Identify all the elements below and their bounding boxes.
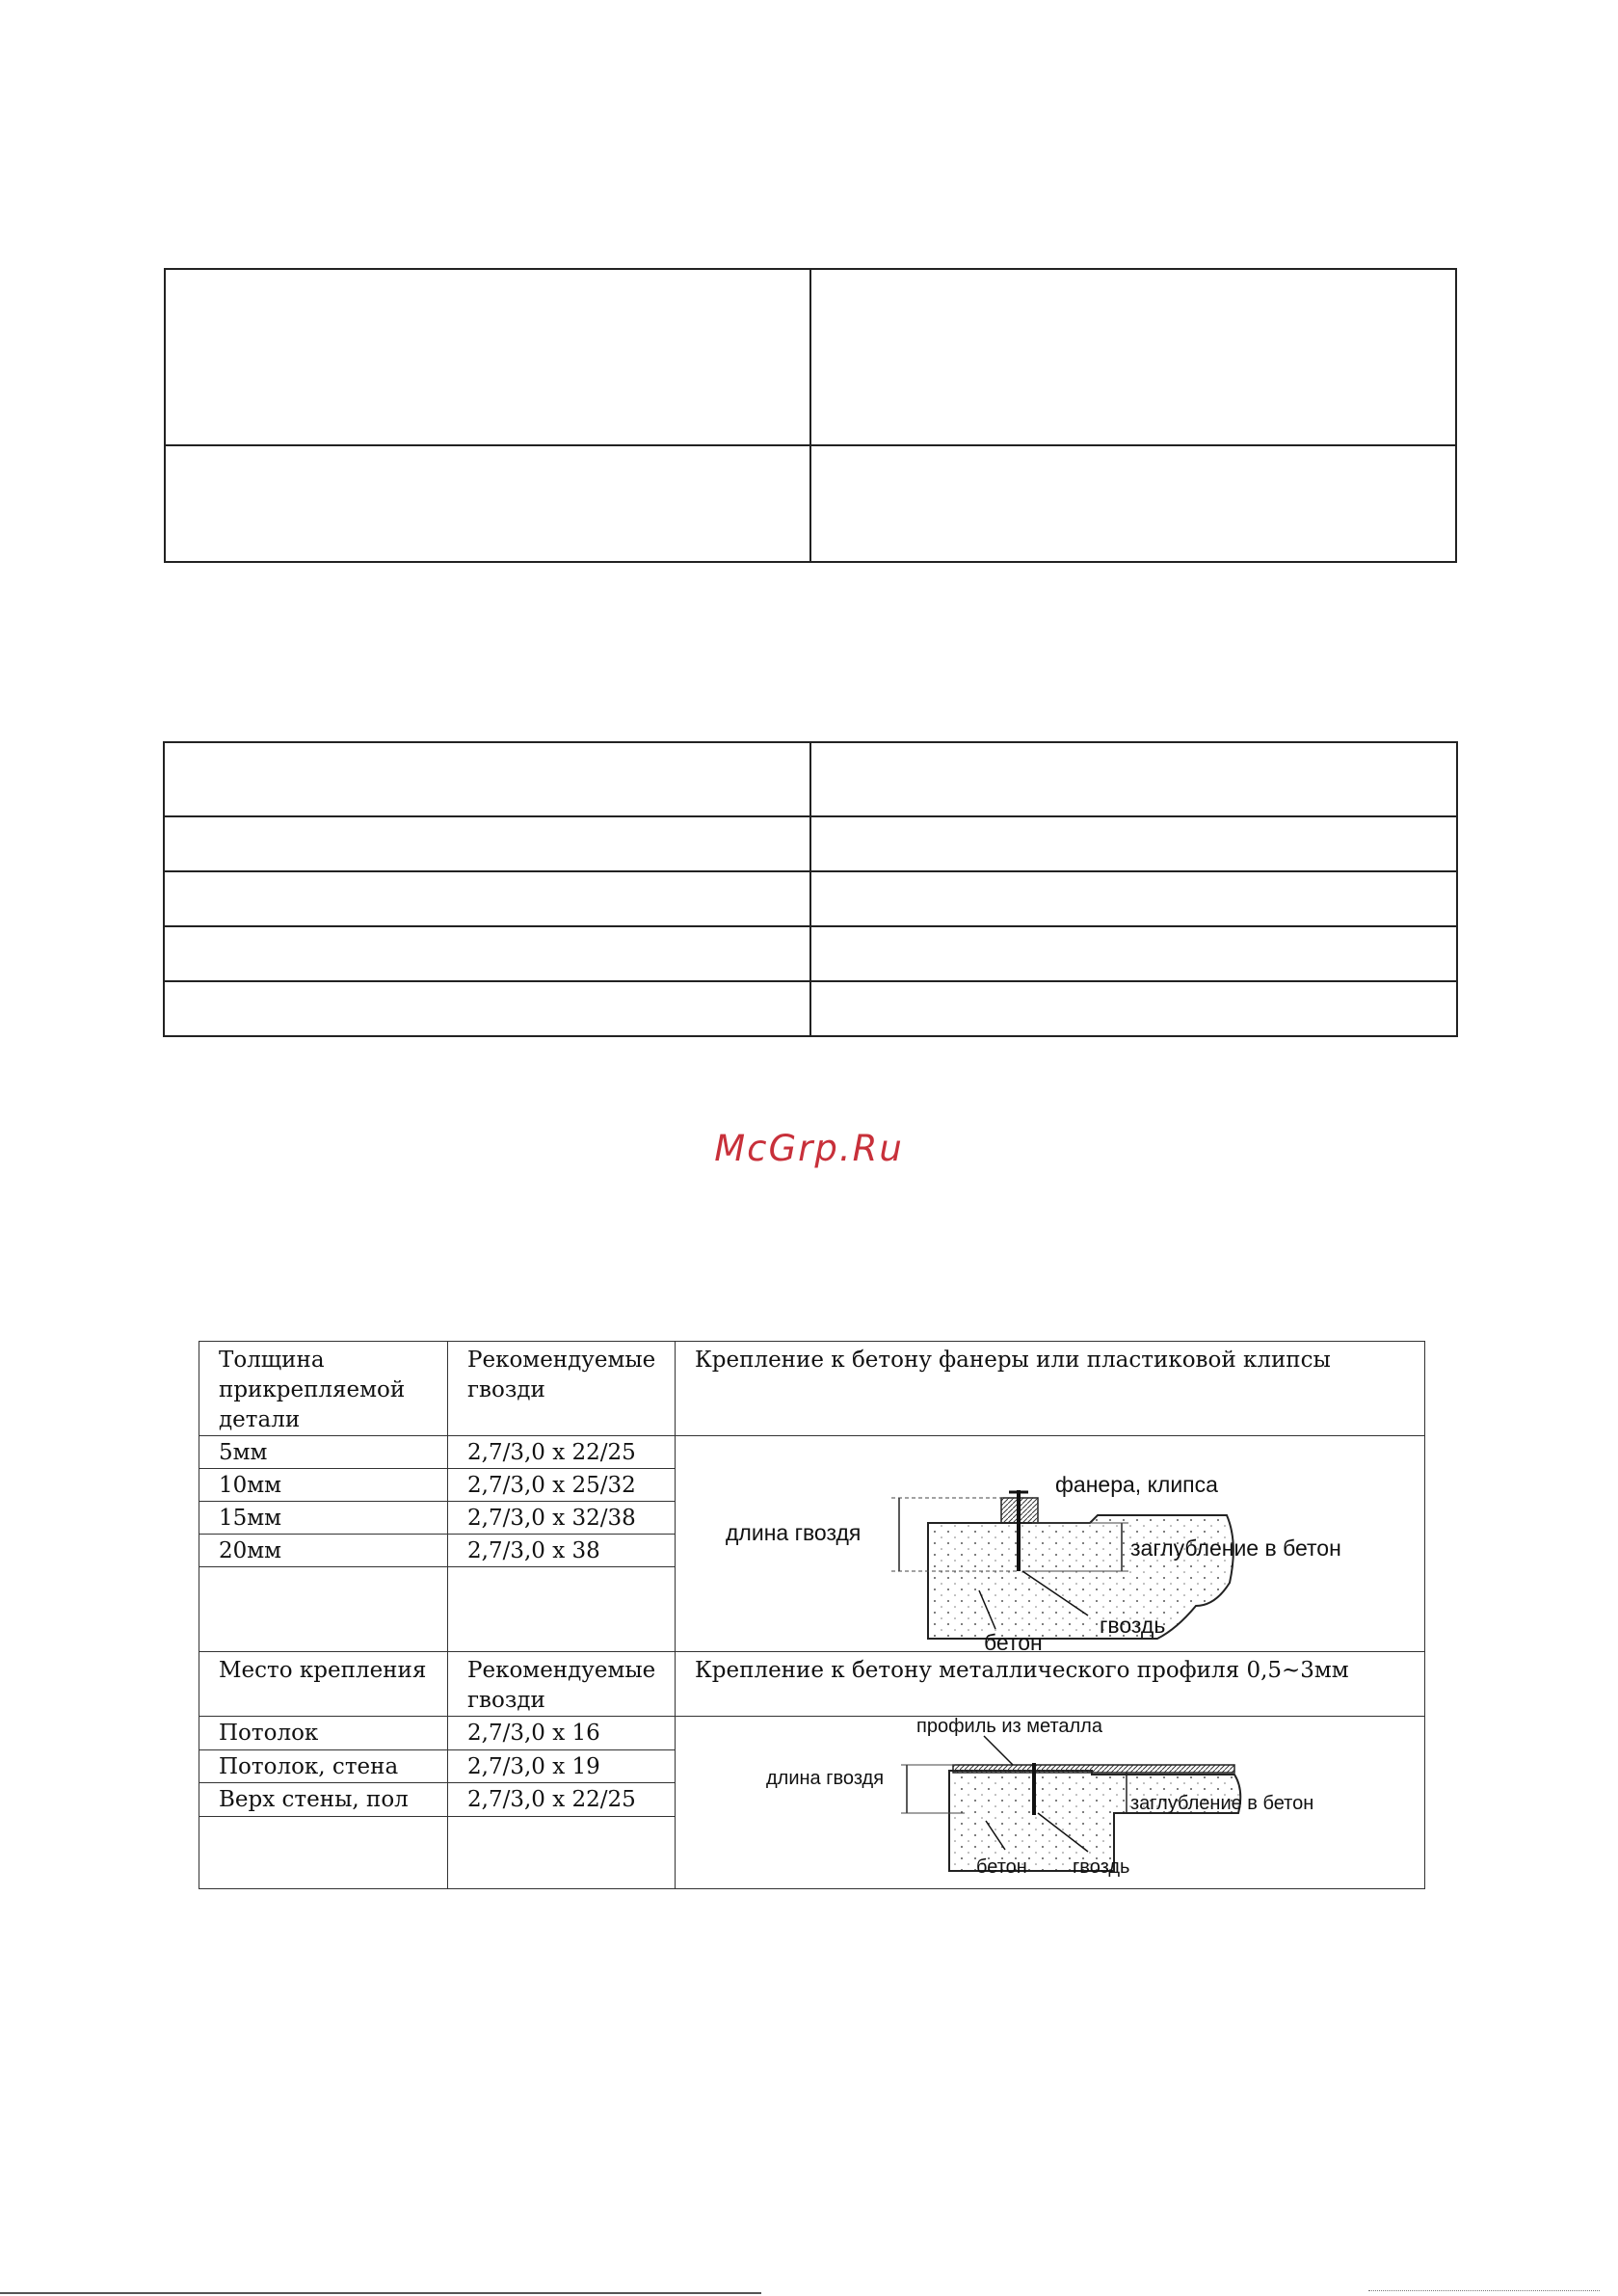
nail-size-cell: 2,7/3,0 x 38 xyxy=(448,1535,676,1567)
empty-cell xyxy=(810,269,1456,445)
metal-profile-diagram-cell xyxy=(676,1717,1425,1889)
empty-cell xyxy=(448,1567,676,1652)
header-metal-profile-fastening: Крепление к бетону металлического профиля 0,5~3мм xyxy=(676,1652,1425,1717)
header-nails: Рекомендуемые гвозди xyxy=(448,1342,676,1436)
empty-cell xyxy=(164,871,810,926)
nail-size-cell: 2,7/3,0 x 32/38 xyxy=(448,1502,676,1535)
location-cell: Потолок, стена xyxy=(199,1749,448,1783)
nail-size-cell: 2,7/3,0 x 25/32 xyxy=(448,1469,676,1502)
empty-cell xyxy=(199,1567,448,1652)
empty-cell xyxy=(810,445,1456,562)
header-nails: Рекомендуемые гвозди xyxy=(448,1652,676,1717)
empty-cell xyxy=(164,816,810,871)
nail-size-cell: 2,7/3,0 x 19 xyxy=(448,1749,676,1783)
empty-cell xyxy=(199,1816,448,1888)
thickness-cell: 10мм xyxy=(199,1469,448,1502)
label-nail: гвоздь xyxy=(1100,1613,1166,1638)
empty-cell xyxy=(164,926,810,981)
header-plywood-fastening: Крепление к бетону фанеры или пластиковой клипсы xyxy=(676,1342,1425,1436)
concrete-block-shape xyxy=(928,1515,1233,1639)
empty-table-middle xyxy=(163,741,1458,1037)
empty-cell xyxy=(448,1816,676,1888)
empty-cell xyxy=(164,981,810,1036)
label-concrete: бетон xyxy=(984,1630,1043,1650)
nail-size-cell: 2,7/3,0 x 16 xyxy=(448,1717,676,1750)
label-nail: гвоздь xyxy=(1073,1856,1130,1878)
header-location: Место крепления xyxy=(199,1652,448,1717)
label-concrete: бетон xyxy=(976,1856,1027,1878)
empty-cell xyxy=(810,981,1457,1036)
footer-rule xyxy=(0,2292,761,2294)
empty-cell xyxy=(165,445,810,562)
plywood-fastening-diagram xyxy=(676,1436,1425,1650)
thickness-cell: 5мм xyxy=(199,1436,448,1469)
profile-leader-line xyxy=(984,1736,1013,1765)
footer-marks xyxy=(1368,2290,1600,2295)
header-thickness: Толщина прикрепляемой детали xyxy=(199,1342,448,1436)
empty-table-top xyxy=(164,268,1457,563)
location-cell: Верх стены, пол xyxy=(199,1783,448,1817)
empty-cell xyxy=(810,742,1457,816)
empty-cell xyxy=(165,269,810,445)
label-depth: заглубление в бетон xyxy=(1130,1793,1314,1814)
thickness-cell: 20мм xyxy=(199,1535,448,1567)
label-metal-profile: профиль из металла xyxy=(916,1717,1102,1737)
label-nail-length: длина гвоздя xyxy=(726,1520,862,1545)
nail-size-cell: 2,7/3,0 x 22/25 xyxy=(448,1783,676,1817)
label-nail-length: длина гвоздя xyxy=(766,1768,885,1789)
plywood-diagram-cell xyxy=(676,1436,1425,1652)
watermark: McGrp.Ru xyxy=(714,1128,904,1169)
empty-cell xyxy=(810,816,1457,871)
thickness-cell: 15мм xyxy=(199,1502,448,1535)
metal-profile-shape xyxy=(953,1765,1234,1773)
metal-profile-fastening-diagram xyxy=(676,1717,1425,1888)
label-plywood-clip: фанера, клипса xyxy=(1055,1472,1218,1497)
empty-cell xyxy=(810,926,1457,981)
empty-cell xyxy=(810,871,1457,926)
nail-recommendation-table xyxy=(199,1341,1425,1889)
empty-cell xyxy=(164,742,810,816)
label-depth: заглубление в бетон xyxy=(1130,1535,1341,1561)
location-cell: Потолок xyxy=(199,1717,448,1750)
nail-size-cell: 2,7/3,0 x 22/25 xyxy=(448,1436,676,1469)
